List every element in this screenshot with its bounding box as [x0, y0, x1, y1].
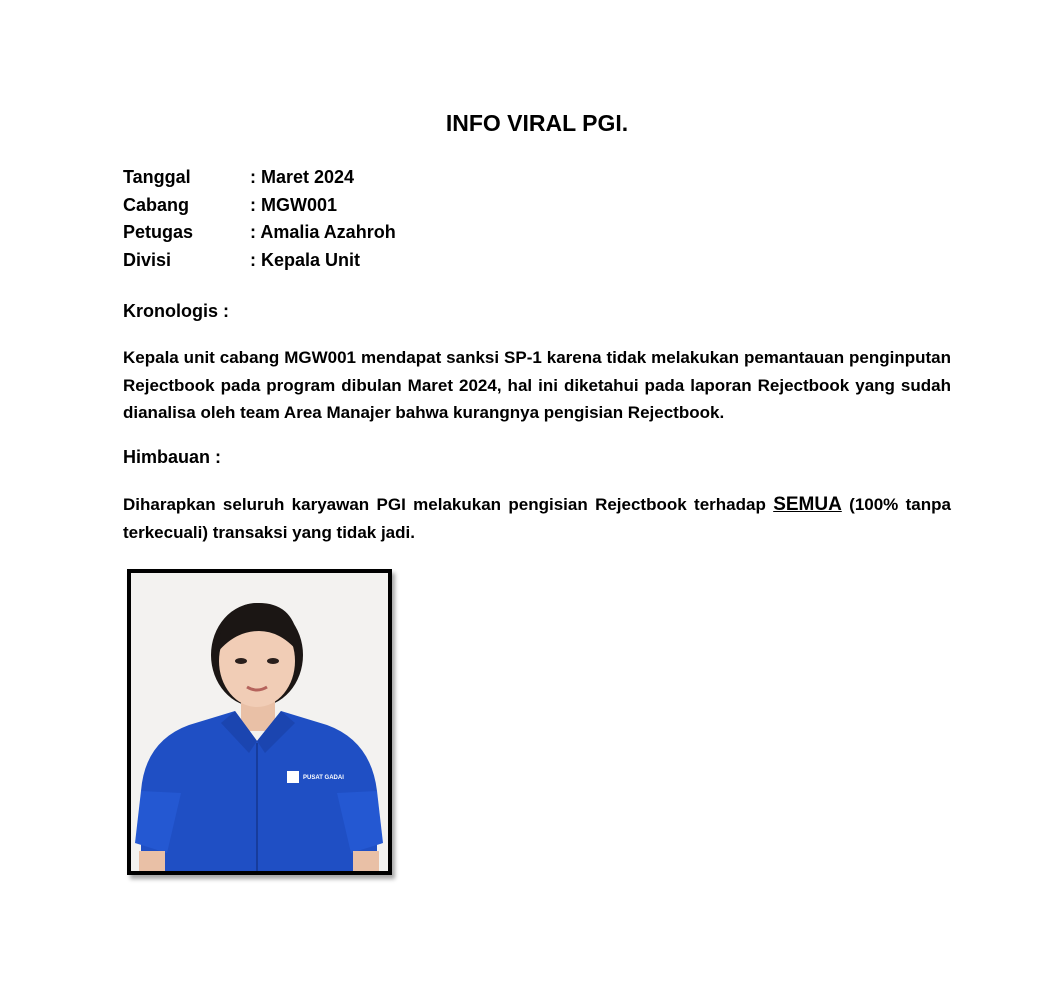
chronology-paragraph: Kepala unit cabang MGW001 mendapat sanksi SP-1 karena tidak melakukan pemantauan penginputan Rejectbook pada program dibulan Maret 2024, hal ini diketahui pada laporan Rejectbook yang sudah dianalisa oleh team Area Manajer bahwa kurangnya pengisian Rejectbook.	[123, 348, 951, 422]
appeal-emphasis: SEMUA	[773, 494, 842, 515]
meta-row-division	[123, 249, 396, 277]
appeal-paragraph	[123, 491, 951, 546]
appeal-text-before: Diharapkan seluruh karyawan PGI melakukan pengisian Rejectbook terhadap	[123, 495, 774, 514]
meta-row-date	[123, 166, 396, 194]
meta-label: Tanggal	[123, 167, 191, 187]
meta-row-branch	[123, 194, 396, 222]
meta-value: : MGW001	[250, 194, 338, 215]
appeal-text-after: (100% tanpa terkecuali) transaksi yang tidak jadi.	[123, 495, 951, 542]
employee-photo	[127, 569, 392, 875]
document-title: INFO VIRAL PGI.	[445, 110, 629, 136]
shirt-logo-text: PUSAT GADAI	[303, 775, 344, 781]
meta-value: : Kepala Unit	[250, 249, 361, 270]
meta-label: Divisi	[123, 249, 172, 270]
appeal-heading: Himbauan :	[123, 447, 222, 467]
employee-portrait-image	[131, 573, 388, 871]
meta-value: : Maret 2024	[250, 167, 355, 187]
meta-label: Petugas	[123, 222, 194, 242]
meta-block	[123, 166, 396, 276]
meta-value: : Amalia Azahroh	[250, 222, 396, 242]
meta-label: Cabang	[123, 194, 190, 215]
chronology-heading: Kronologis :	[123, 301, 229, 321]
meta-row-officer	[123, 221, 396, 249]
